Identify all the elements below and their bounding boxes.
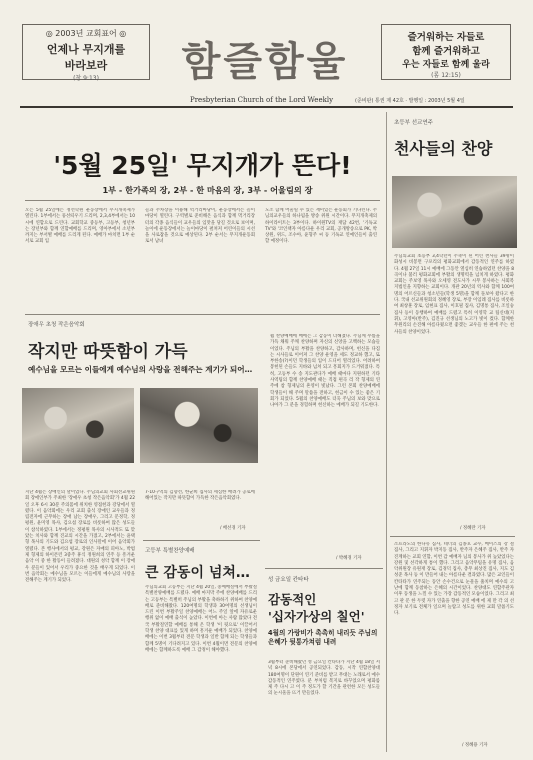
motto-reference: (창 9:13) [73, 75, 99, 82]
choir-end-rule [390, 536, 515, 537]
cross-top-rule [265, 568, 383, 569]
cross-continued-text: 소프라노의 한나유 집사, 테너의 김종호 교수, 베이스의 강 철 집사, 그리고 지휘자 박지동 집사, 반주자 은혜주 집사, 반주 자 진계하는 교회 연합, 이번 감 예배자 님의 봉사가 위 높았었다는 강원 및 선각하게 통이 했다. 그리고 음악무팀을 유명 집사, 음악위원장 유원재 장로, 김경덕 집사, 총무 최상진 집사, 지도 김성준 목사 등 이 만들어 내는 아름다운 결과였다. 많은 교인들이 칸타타가 연주되는 동안 손수건으로 눈물을 훔치며 예수의 고난에 함께 동참하는 은혜의 시간이었다. 찬양대도 연합주관자 이후 동생을 느낄 수 있는 가장 감동적인 모습이었다. 그리고 최 고 관 문 한 두렷 자가 연출을 향한 공연 예배 에 제 만 각 의 선 정자 보기로 전체가 일으며 놀랍고 성도를 위한 교회 말씀기도다. [394, 542, 514, 617]
cross-title-line-2: '십자가상의 칠언' [268, 609, 365, 624]
concert-photo-1 [22, 388, 134, 463]
sidebar-divider [386, 112, 387, 752]
lead-subhead: 1부 - 한가족의 장, 2부 - 한 마음의 장, 3부 - 어울림의 장 [102, 185, 313, 195]
lead-subhead-rule [25, 200, 380, 201]
choir-photo [392, 176, 517, 248]
choir-title: 천사들의 찬양 [394, 139, 493, 158]
concert-column-2: 7-10구역의 김향선, 한균희 집사의 세심한 배려가 공로에 해어있는 작지만 따뜻함이 가득한 작은음악회였다. [145, 490, 255, 502]
motto-box [22, 24, 150, 80]
motto-year-tag: ◎ 2003년 교회표어 ◎ [45, 29, 127, 38]
concert-column-3-byline: / 박혜경 기자 [336, 556, 362, 561]
youth-article-text: 주님의교회 고등부는 지난 4월 20일, 중예배실에서 부활절 특별찬양예배를 드렸다. 예배 마지막 주에 찬양예배를 드리는 고등부는 특별히 주님의 부활을 축하하기 위하여 찬양예배로 준비해왔다. 120여명의 학생과 30여명의 선생님이 드린 이번 부활주일 찬양예배는 어느 주일 앞에 자유로운 행위 없이 예배 출석이 높았다. 이번에 아는 사람 많았다 전국 부활절연합 예배를 통해 온 학생 '이 뒷으로' 이끌어서 학생 찬양 대표를 있게 하며 흥겨운 예배가 되었다. 찬양예배에는 이번 3월부터 전문 학생과 일반 함께 되는 학생들과 함께 5명이 기다려지고 있다. 이번 4월이면 전문의 찬양예배에는 함께하도록 예배 그 감정이 해야했다. [145, 585, 257, 653]
verse-line-1: 즐거워하는 자들로 [407, 32, 485, 43]
motto-line-1: 언제나 무지개를 [46, 43, 126, 56]
cross-kicker: 성 금요일 칸타타 [268, 577, 309, 583]
verse-line-3: 우는 자들로 함께 울라 [402, 60, 490, 70]
concert-top-rule [25, 314, 380, 315]
concert-column-3: 월 찬양예배에 배에는 그 감동이 더해졌다. 주님께 무릎을 가득 채워 주께 찬양하며 자신의 신앙을 고백하는 모습들이었다. 주님의 부활을 찬양하고, 감사하며, 헌신을 다짐는 시사들로 이어져 그 찬양 운영을 세도 정교하 했고, 또 부한송(?)이던 학생들의 입이 드디어 열리었다. 어려하여 봉헌된 손들도 지바와 넘쳐 되고 흥회지가 드거워졌다. 특히, 고등부 수 송 지도관다가 예배 때마다 지원하던 기타 사역팀의 함께 찬양예배 때는 직접 편곡 리 작 형제의 연주에 참 형제님의 흔영이 빛났다. 그런 본회 찬양예배에 학생들이 해 주며 말씀을 전하고, 헌금이 수 있는 좋은 기회가 되었다. 5월의 찬양예배도 더욱 주님의 보와 맞으로 나아가 그 분을 경험하며 헌신하는 예배가 되길 기도한다. [270, 334, 380, 409]
cross-article-text: 3월부터 준비해왔던 성 금요일 칸타타가 지난 4월 18일 저녁 8시에 본당에서 공연되었다. 감동, 시작 연합찬양대 180여명이 단원이 연기 준비를 받고 무대는 노래로서 예수 감동적인 연주였다. 분 부처럼 복지로 바꾸었으며 평화롭 제 주 다시 고 이 주 정도가 할 기간을 관련한 모든 성도들의 눈시울을 뜨거 만들었다. [268, 660, 380, 697]
concert-column-2-byline: / 배선경 기자 [220, 526, 246, 531]
concert-title: 작지만 따뜻함이 가득 [28, 342, 188, 362]
youth-title: 큰 감동이 넘쳐… [145, 565, 250, 581]
concert-deck: 예수님을 모르는 이들에게 예수님의 사랑을 전해주는 계기가 되어… [28, 365, 253, 374]
verse-line-2: 함께 즐거워하고 [412, 46, 480, 57]
youth-kicker: 고등부 특별찬양예배 [145, 548, 195, 554]
lead-headline: '5월 25일' 무지개가 뜬다! [53, 151, 352, 180]
concert-photo-2 [140, 388, 258, 463]
lead-column-2: 들과 주차장을 이용해 먹거리마당이, 운동장에서는 놀이마당이 열린다. 구역별로 준비해온 음식과 함께 먹거리장터의 각종 음식들이 교우들의 입맛을 당길 것으로 보이며, 놀이에 운동장에서는 놀이마당이 펼쳐져 어린이들의 시선을 사로잡을 것으로 예상된다. 2부 순서는 무지개운동회로서 남녀 [145, 208, 255, 245]
motto-line-2: 바라보라 [64, 59, 108, 72]
cross-deck: 4월의 가랑비가 촉촉히 내리듯 주님의 은혜가 뒷통가쳐럼 내려 [268, 629, 378, 646]
concert-column-1: 지난 4월은 장애인의 달이었다. 주님의교회 사회선교위원회 장애인부가 주최한 '장애우 초청 작은음악회'가 4월 22일 오후 6시 30분 주의몸에 위치한 영접헌과 강당에서 열렸다. 이 음악회에는 우리 교회 출석 장애인 교우들과 정립전자에 근무하는 장애 남는 장애우, 그리고 문정학, 정평원, 윤미영 목사, 김요섭 장로를 비롯하여 많은 성도들이 참석하였다. 1부에서는 정평원 목사의 시사적도 또 맞았는 치사와 함께 진교의 시간을 가졌고, 2부에서는 윤택형 목사의 기도와 김요섭 장로의 인사말에 이어 음악회가 열렸다. 본 행사에서의 평교, 강원은 자매의 피아노, 박범제 형제의 하이폰런 3중주 휴식 정원희의 연주 등 흥겨운 음악 이 중 한 활동이 들려졌다. 대원의 성악 함께 이 장애우 분들이 있어서 우리가 중요한 것을 배우게 되었다. 이번 음악회는 예수님을 모르는 이들에게 예수님의 사랑을 전해주는 계기가 되었다. [25, 490, 135, 584]
concert-kicker: 장애우 초청 작은음악회 [28, 322, 85, 328]
verse-reference: (롬 12:15) [431, 72, 461, 79]
choir-kicker: 초등부 선교연주 [394, 120, 433, 126]
lead-column-3: 노소 함께 어울릴 수 있는 재미있는 운동회가 기다린다. 주님의교우들의 하나됨을 방송 위원 시간이다. 무지개축제의 하이라이트는 3부이다. 하이원TV의 재담 42번, '기독교 TV'와 '코인책자 아름다운 우리 교회, 공개방송으로 PK, 박상원, 위드, 조수아, 윤형주 씨 등 기독교 연예인들이 출연할 예정이다. [265, 208, 377, 245]
lead-column-1: 오는 5월 25일에는 정선학원 운동장에서 무지개축제가 열린다. 1부에서는 풍선띄우기 드리며, 2,3,4부에서는 10시에 연합으로 드린다. 교회학교 중등부, 고등부, 청년부는 장년부와 함께 연합예배를 드리며, 영아부에서 소년부까지는 부서별 예배를 드리게 된다. 예배가 마치면 1부 순서로 교회 입 [25, 208, 135, 245]
masthead-title: 함즐함울 [181, 39, 349, 85]
cross-continued-byline: / 정혜용 기자 [462, 743, 488, 748]
choir-byline: / 정혜란 기자 [460, 526, 486, 531]
youth-top-rule [143, 540, 260, 541]
verse-box [381, 24, 511, 80]
issue-line: (준비판) 통권 제 42호 · 발행일 : 2003년 5월 4일 [355, 98, 465, 104]
masthead-subtitle: Presbyterian Church of the Lord Weekly [190, 96, 334, 104]
cross-title-line-1: 감동적인 [268, 592, 317, 607]
header-rule [20, 106, 513, 108]
choir-article-text: 주님의교회 초등부 3,4학년이 주축이 된 어린 천사들 39명이 화성시 비봉면 구포리의 평화교회에서 감동적인 연주를 하였다. 4월 27일 11시 예배에 그동안 열심히 연습하였던 찬양을 8곡이나 불러 평화교회에 부활의 생명력을 넘치게 하였다. 평화교회는 주보영 목사와 오세영 전도사가 시무 봉사하는 사회복지법인을 지향하는 교회이다. 개관 20년의 역사와 함께 100여명의 어르신들과 청소년들(학생 5명)을 함께 돌보아 왔다고 한다. 국내 선교위원회의 정혜영 장로, 부장 이임례 집사를 비롯하여 최창훈 장로, 임현표 집사, 이호필 집사, 김명통 집사, 조일숭 집사 등이 동행하여 예배를 드렸고 특히 이영학 교 팀신대(지휘), 고영아(반주), 김진규 선생님의 노고가 빛이 컸다. 함께한 무원리의 손진해 아름다웠으면 좋겠는 교우들 한 편에 주는 천사들의 찬양이었다. [394, 254, 514, 335]
